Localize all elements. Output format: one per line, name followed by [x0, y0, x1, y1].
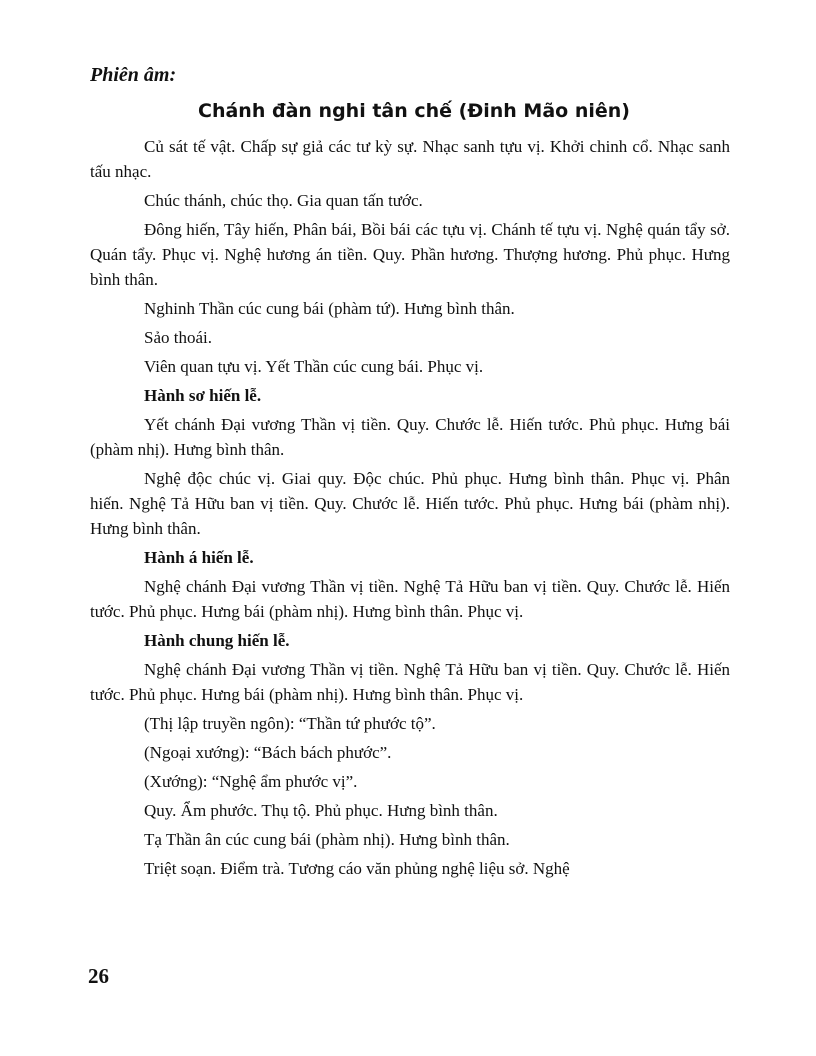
- paragraph: Củ sát tế vật. Chấp sự giả các tư kỳ sự. Nhạc sanh tựu vị. Khởi chinh cổ. Nhạc sanh tấu nhạc.: [90, 137, 730, 181]
- page-title: Chánh đàn nghi tân chế (Đinh Mão niên): [198, 100, 630, 122]
- paragraph: Nghinh Thần cúc cung bái (phàm tứ). Hưng bình thân.: [144, 299, 515, 318]
- paragraph: Đông hiến, Tây hiến, Phân bái, Bồi bái các tựu vị. Chánh tế tựu vị. Nghệ quán tẩy sở. Quán tẩy. Phục vị. Nghệ hương án tiền. Quy. Phần hương. Thượng hương. Phủ phục. Hưng bình thân.: [90, 220, 730, 289]
- subheading: Hành sơ hiến lễ.: [144, 386, 262, 405]
- subheading: Hành chung hiến lễ.: [144, 631, 290, 650]
- paragraph: Viên quan tựu vị. Yết Thần cúc cung bái. Phục vị.: [144, 357, 484, 376]
- paragraph: (Xướng): “Nghệ ẩm phước vị”.: [144, 772, 358, 791]
- paragraph: (Ngoại xướng): “Bách bách phước”.: [144, 743, 392, 762]
- paragraph: Yết chánh Đại vương Thần vị tiền. Quy. Chước lễ. Hiến tước. Phủ phục. Hưng bái (phàm nhị). Hưng bình thân.: [90, 415, 730, 459]
- paragraph: Tạ Thần ân cúc cung bái (phàm nhị). Hưng bình thân.: [144, 830, 510, 849]
- paragraph: Quy. Ẩm phước. Thụ tộ. Phủ phục. Hưng bình thân.: [144, 801, 498, 820]
- paragraph: Nghệ chánh Đại vương Thần vị tiền. Nghệ Tả Hữu ban vị tiền. Quy. Chước lễ. Hiến tước. Phủ phục. Hưng bái (phàm nhị). Hưng bình thân. Phục vị.: [90, 660, 730, 704]
- paragraph: Triệt soạn. Điểm trà. Tương cáo văn phủng nghệ liệu sở. Nghệ: [144, 859, 570, 878]
- paragraph: Nghệ độc chúc vị. Giai quy. Độc chúc. Phủ phục. Hưng bình thân. Phục vị. Phân hiến. Nghệ Tả Hữu ban vị tiền. Quy. Chước lễ. Hiến tước. Phủ phục. Hưng bái (phàm nhị). Hưng bình thân.: [90, 469, 730, 538]
- paragraph: Nghệ chánh Đại vương Thần vị tiền. Nghệ Tả Hữu ban vị tiền. Quy. Chước lễ. Hiến tước. Phủ phục. Hưng bái (phàm nhị). Hưng bình thân. Phục vị.: [90, 577, 730, 621]
- section-label: Phiên âm:: [90, 64, 177, 86]
- paragraph: Chúc thánh, chúc thọ. Gia quan tấn tước.: [144, 191, 423, 210]
- page-number: 26: [88, 964, 109, 988]
- body-text: [90, 134, 730, 885]
- paragraph: (Thị lập truyền ngôn): “Thần tứ phước tộ”.: [144, 714, 436, 733]
- paragraph: Sảo thoái.: [144, 328, 212, 347]
- subheading: Hành á hiến lễ.: [144, 548, 254, 567]
